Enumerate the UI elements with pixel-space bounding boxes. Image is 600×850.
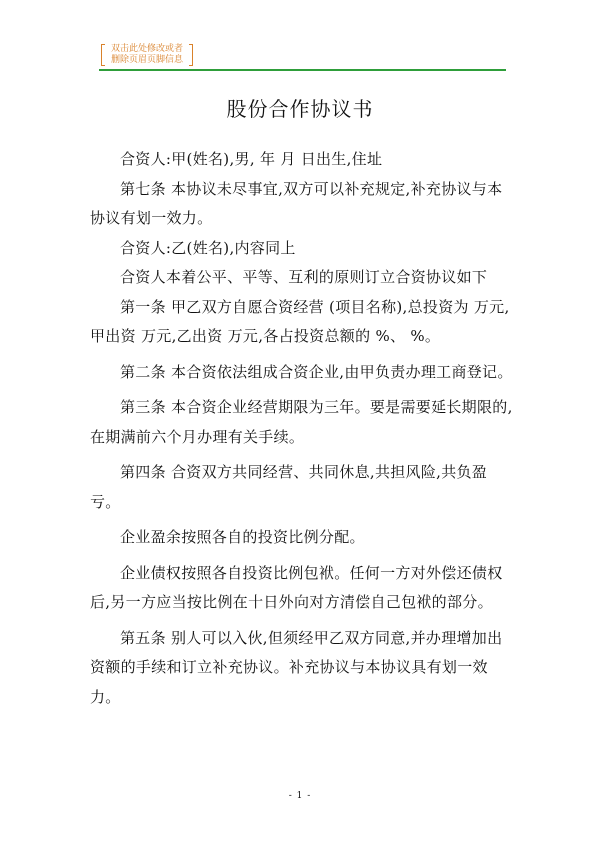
header-note-line-2: 删除页眉页脚信息 bbox=[110, 55, 183, 65]
paragraph-preamble: 合资人本着公平、平等、互利的原则订立合资协议如下 bbox=[120, 268, 488, 286]
paragraph-article-7: 第七条 本协议未尽事宜,双方可以补充规定,补充协议与本协议有划一效力。 bbox=[90, 179, 503, 227]
paragraph-debt-liability: 企业债权按照各自投资比例包袱。任何一方对外偿还债权后,另一方应当按比例在十日外向对方清偿自己包袱的部分。 bbox=[90, 563, 503, 611]
document-body bbox=[90, 145, 514, 712]
document-title: 股份合作协议书 bbox=[226, 97, 374, 121]
paragraph-article-4: 第四条 合资双方共同经营、共同休息,共担风险,共负盈亏。 bbox=[90, 463, 488, 511]
note-bracket-right bbox=[189, 44, 193, 66]
paragraph-profit-distribution: 企业盈余按照各自的投资比例分配。 bbox=[120, 528, 365, 546]
paragraph-article-1: 第一条 甲乙双方自愿合资经营 (项目名称),总投资为 万元,甲出资 万元,乙出资 万元,各占投资总额的 %、 %。 bbox=[90, 297, 510, 345]
paragraph-article-2: 第二条 本合资依法组成合资企业,由甲负责办理工商登记。 bbox=[120, 362, 513, 381]
header-note-line-1: 双击此处修改或者 bbox=[110, 44, 183, 54]
page-number: - 1 - bbox=[288, 791, 312, 801]
paragraph-article-5: 第五条 别人可以入伙,但须经甲乙双方同意,并办理增加出资额的手续和订立补充协议。补充协议与本协议具有划一效力。 bbox=[90, 628, 503, 706]
paragraph-article-3: 第三条 本合资企业经营期限为三年。要是需要延长期限的,在期满前六个月办理有关手续。 bbox=[90, 398, 513, 446]
paragraph-party-b: 合资人:乙(姓名),内容同上 bbox=[120, 238, 296, 257]
header-divider bbox=[99, 69, 506, 71]
header-footer-edit-note[interactable] bbox=[101, 44, 193, 66]
paragraph-party-a: 合资人:甲(姓名),男, 年 月 日出生,住址 bbox=[120, 150, 383, 168]
note-bracket-left bbox=[101, 44, 105, 66]
